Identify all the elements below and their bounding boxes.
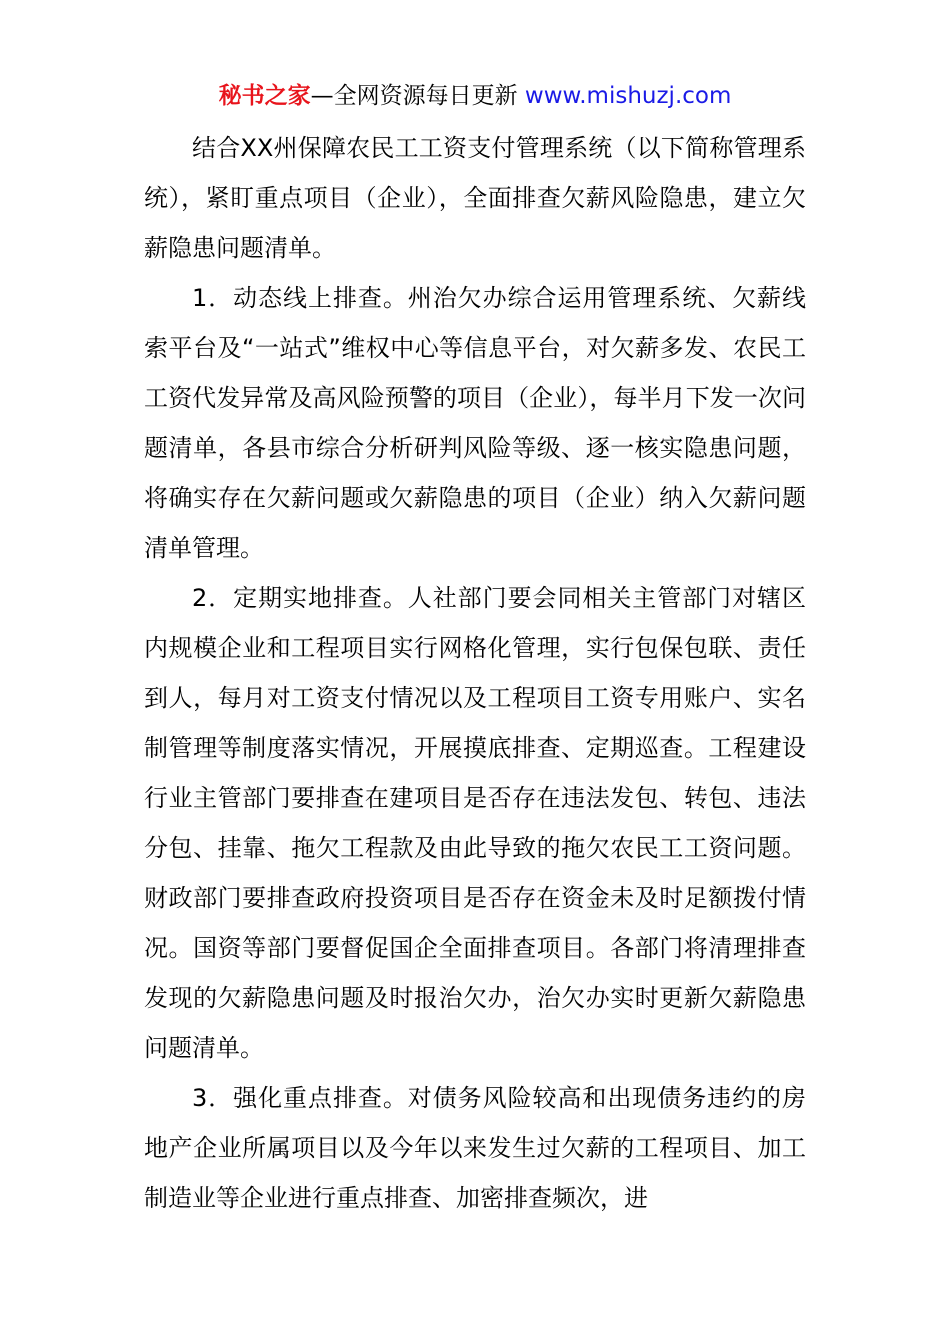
document-body [144,123,806,1223]
site-brand: 秘书之家 [218,83,311,109]
paragraph-online-check: 1．动态线上排查。州治欠办综合运用管理系统、欠薪线索平台及“一站式”维权中心等信息平台，对欠薪多发、农民工工资代发异常及高风险预警的项目（企业），每半月下发一次问题清单，各县市综合分析研判风险等级、逐一核实隐患问题，将确实存在欠薪问题或欠薪隐患的项目（企业）纳入欠薪问题清单管理。 [144,284,806,562]
paragraph-intro: 结合XX州保障农民工工资支付管理系统（以下简称管理系统），紧盯重点项目（企业），全面排查欠薪风险隐患，建立欠薪隐患问题清单。 [144,134,806,262]
paragraph-onsite-check: 2．定期实地排查。人社部门要会同相关主管部门对辖区内规模企业和工程项目实行网格化管理，实行包保包联、责任到人，每月对工资支付情况以及工程项目工资专用账户、实名制管理等制度落实情况，开展摸底排查、定期巡查。工程建设行业主管部门要排查在建项目是否存在违法发包、转包、违法分包、挂靠、拖欠工程款及由此导致的拖欠农民工工资问题。财政部门要排查政府投资项目是否存在资金未及时足额拨付情况。国资等部门要督促国企全面排查项目。各部门将清理排查发现的欠薪隐患问题及时报治欠办，治欠办实时更新欠薪隐患问题清单。 [144,584,806,1062]
site-url-link[interactable]: www.mishuzj.com [524,83,732,109]
site-tagline: —全网资源每日更新 [310,83,518,109]
paragraph-key-check: 3．强化重点排查。对债务风险较高和出现债务违约的房地产企业所属项目以及今年以来发生过欠薪的工程项目、加工制造业等企业进行重点排查、加密排查频次，进 [144,1084,806,1212]
site-header [0,80,950,112]
